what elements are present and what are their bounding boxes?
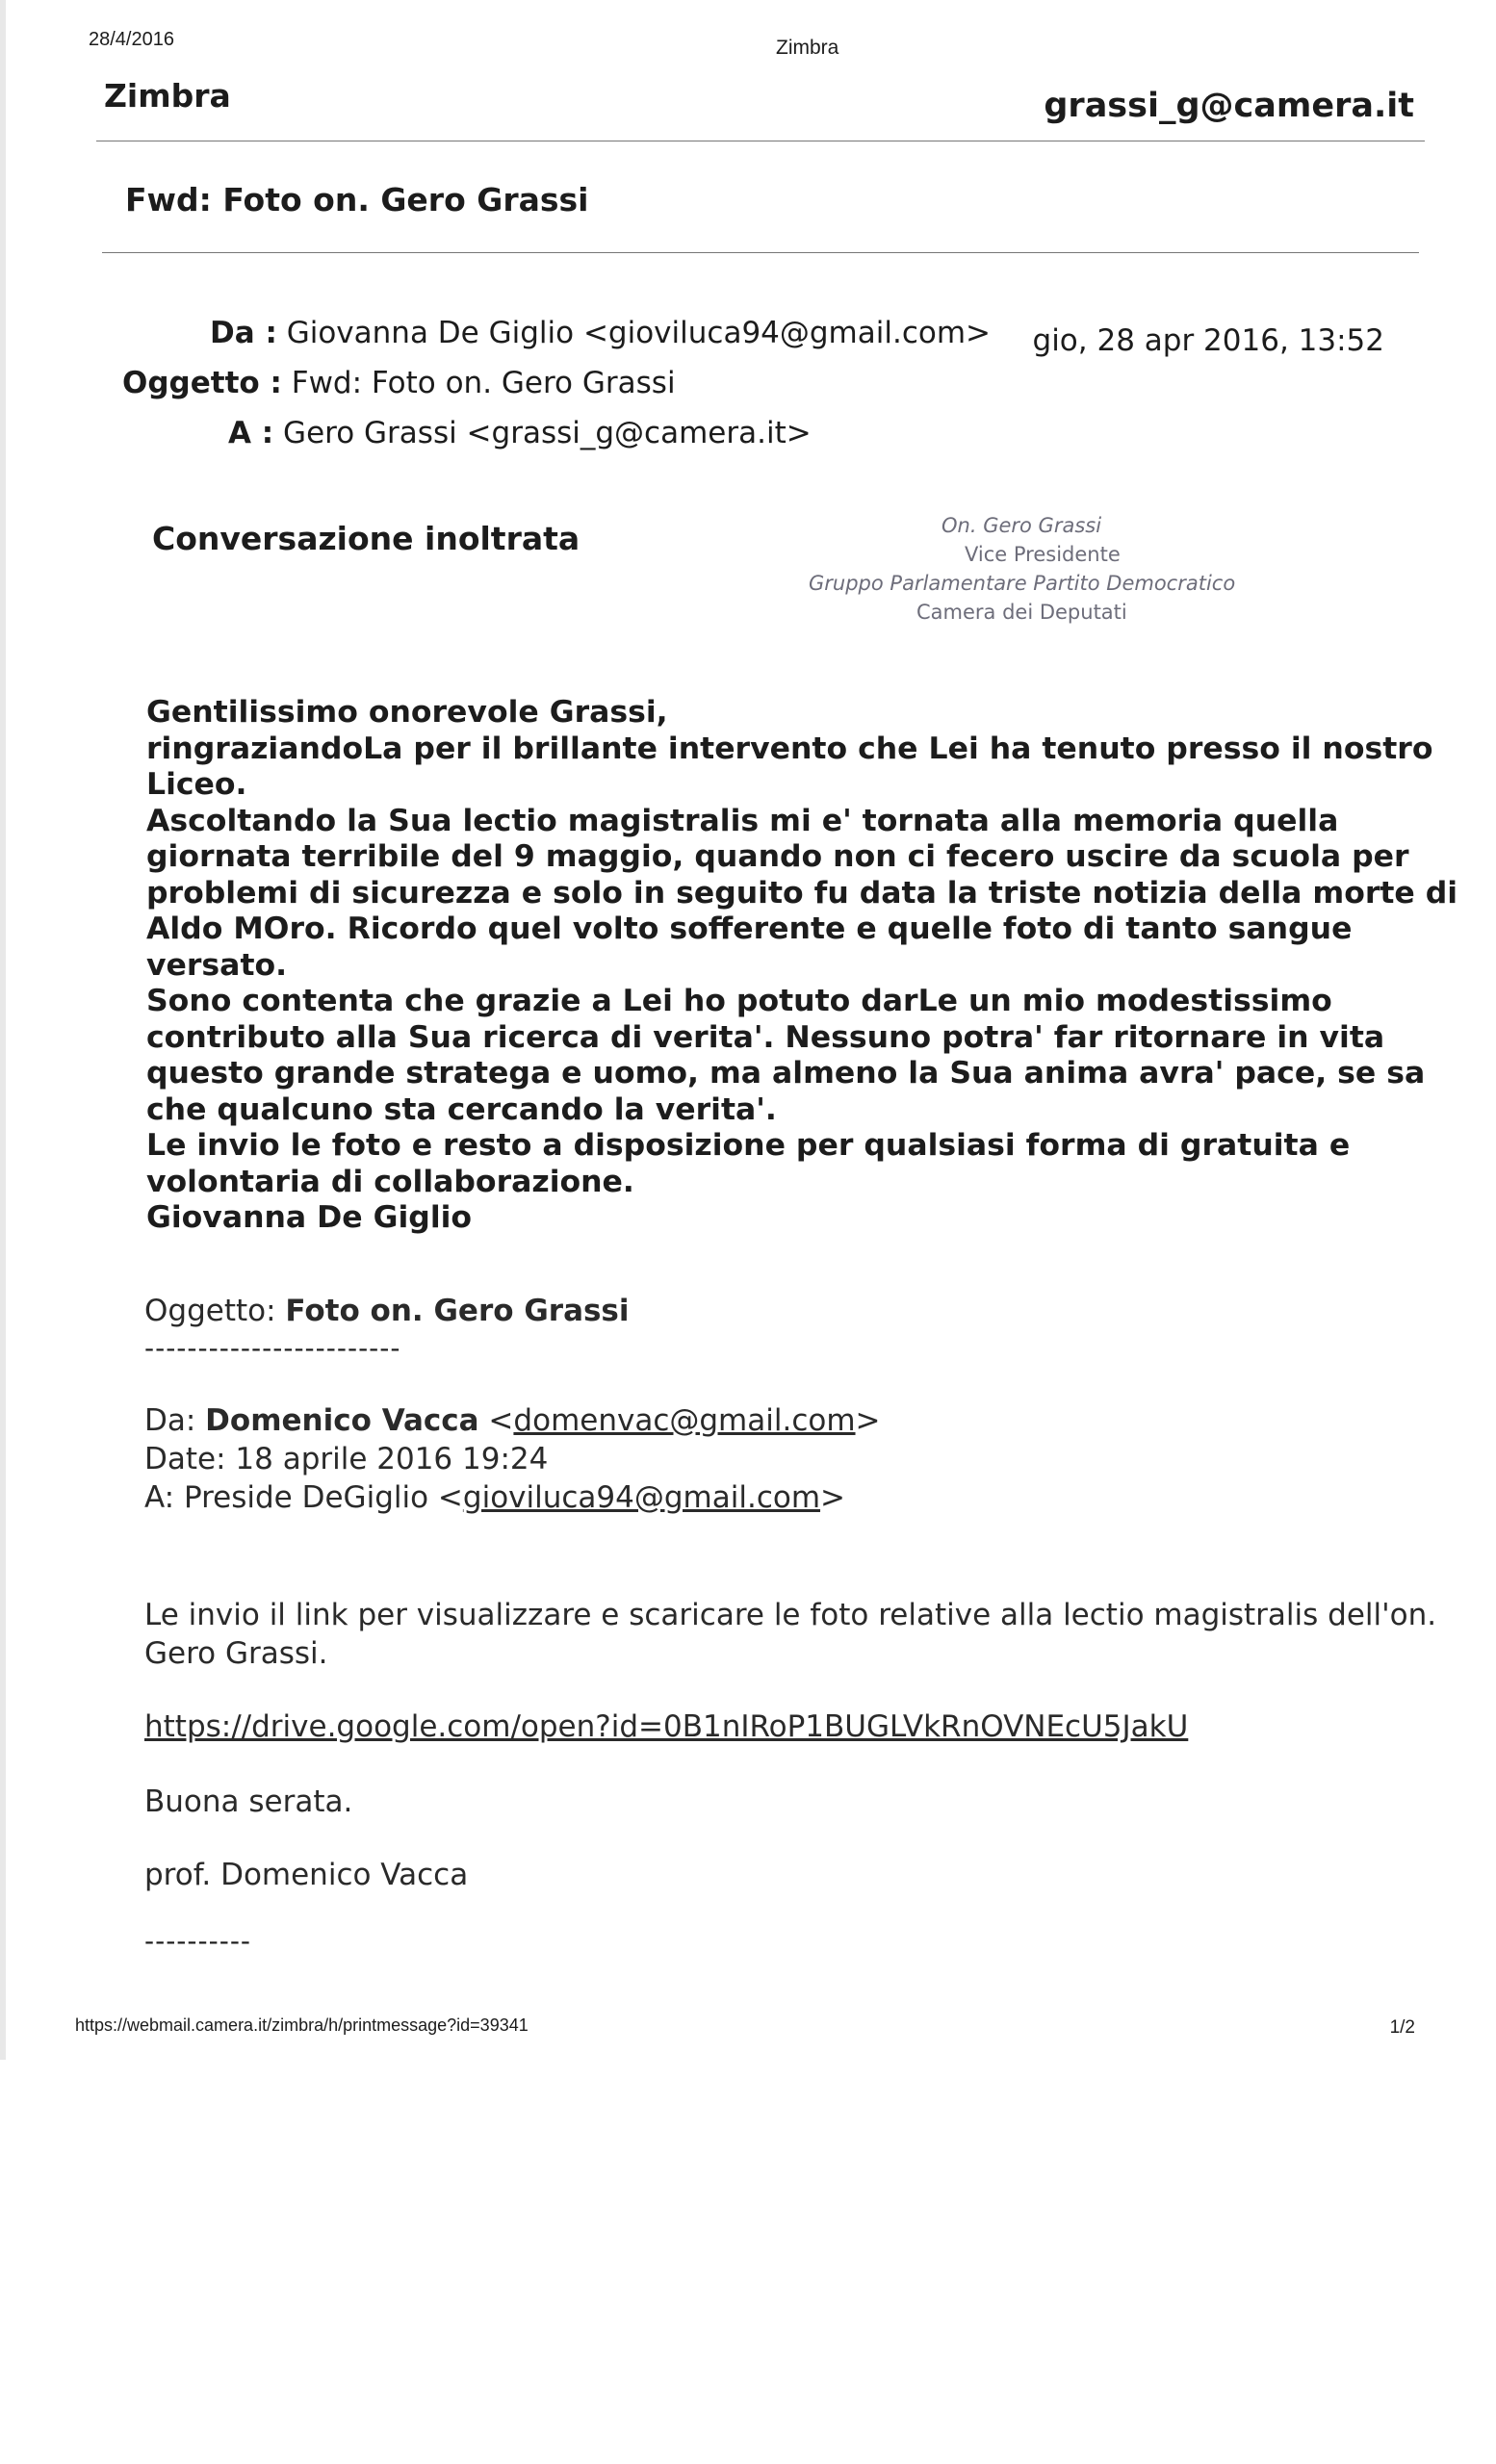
quoted-from-name: Domenico Vacca — [205, 1403, 479, 1438]
quoted-date: Date: 18 aprile 2016 19:24 — [144, 1442, 549, 1476]
stamp-line-group: Gruppo Parlamentare Partito Democratico — [809, 572, 1236, 595]
app-name: Zimbra — [104, 77, 231, 115]
body-line: volontaria di collaborazione. — [146, 1164, 634, 1199]
print-date: 28/4/2016 — [89, 29, 174, 50]
quoted-to: A: Preside DeGiglio <gioviluca94@gmail.com> — [144, 1480, 846, 1515]
to-row — [228, 416, 812, 450]
stamp-line-chamber: Camera dei Deputati — [916, 601, 1127, 624]
message-subject-title: Fwd: Foto on. Gero Grassi — [125, 181, 589, 218]
quoted-to-email-link[interactable]: gioviluca94@gmail.com — [462, 1480, 821, 1515]
body-line: Liceo. — [146, 767, 247, 802]
from-label: Da : — [210, 316, 277, 350]
to-label: A : — [228, 416, 274, 450]
account-email: grassi_g@camera.it — [1044, 87, 1414, 125]
quoted-text-line: Gero Grassi. — [144, 1636, 328, 1671]
body-line: versato. — [146, 947, 288, 983]
body-line: Aldo MOro. Ricordo quel volto sofferente e quelle foto di tanto sangue — [146, 911, 1353, 946]
body-line: giornata terribile del 9 maggio, quando non ci fecero uscire da scuola per — [146, 839, 1409, 874]
body-line: problemi di sicurezza e solo in seguito fu data la triste notizia della morte di — [146, 875, 1458, 911]
footer-url: https://webmail.camera.it/zimbra/h/printmessage?id=39341 — [75, 2015, 529, 2035]
subject-row — [122, 366, 676, 400]
body-line: Ascoltando la Sua lectio magistralis mi e' tornata alla memoria quella — [146, 803, 1339, 838]
message-body — [146, 695, 1458, 1237]
print-title: Zimbra — [776, 37, 839, 59]
quoted-from-email-link[interactable]: domenvac@gmail.com — [513, 1403, 856, 1438]
quoted-greeting: Buona serata. — [144, 1784, 353, 1819]
quoted-subject — [144, 1292, 630, 1330]
body-line: Giovanna De Giglio — [146, 1200, 473, 1235]
page-number: 1/2 — [1389, 2017, 1415, 2038]
message-date: gio, 28 apr 2016, 13:52 — [1032, 323, 1384, 358]
subject-label: Oggetto : — [122, 366, 282, 400]
quoted-text-line: Le invio il link per visualizzare e scaricare le foto relative alla lectio magistralis dell'on. — [144, 1598, 1437, 1632]
quoted-subject-value: Foto on. Gero Grassi — [285, 1294, 630, 1328]
forwarded-conversation-label: Conversazione inoltrata — [152, 520, 580, 557]
body-line: contributo alla Sua ricerca di verita'. Nessuno potra' far ritornare in vita — [146, 1019, 1385, 1055]
body-line: ringraziandoLa per il brillante intervento che Lei ha tenuto presso il nostro — [146, 731, 1433, 766]
quoted-to-prefix: A: Preside DeGiglio — [144, 1480, 429, 1515]
quoted-end-separator: ---------- — [144, 1925, 252, 1957]
body-line: questo grande stratega e uomo, ma almeno la Sua anima avra' pace, se sa — [146, 1056, 1426, 1091]
scan-edge — [0, 0, 6, 2060]
quoted-from-label: Da: — [144, 1403, 196, 1438]
stamp-line-name: On. Gero Grassi — [941, 514, 1102, 537]
quoted-signature: prof. Domenico Vacca — [144, 1858, 469, 1892]
quoted-subject-label: Oggetto: — [144, 1294, 276, 1328]
body-line: Gentilissimo onorevole Grassi, — [146, 695, 668, 730]
subject-divider — [102, 252, 1419, 253]
from-value: Giovanna De Giglio <gioviluca94@gmail.com> — [286, 316, 992, 350]
quoted-separator: ------------------------ — [144, 1332, 401, 1364]
body-line: che qualcuno sta cercando la verita'. — [146, 1091, 777, 1127]
from-row — [210, 316, 991, 350]
subject-value: Fwd: Foto on. Gero Grassi — [291, 366, 676, 400]
stamp-line-role: Vice Presidente — [965, 543, 1121, 566]
to-value: Gero Grassi <grassi_g@camera.it> — [283, 416, 812, 450]
body-line: Le invio le foto e resto a disposizione per qualsiasi forma di gratuita e — [146, 1128, 1351, 1163]
body-line: Sono contenta che grazie a Lei ho potuto darLe un mio modestissimo — [146, 984, 1332, 1018]
quoted-from: Da: Domenico Vacca <domenvac@gmail.com> — [144, 1403, 881, 1438]
drive-link[interactable]: https://drive.google.com/open?id=0B1nIRoP1BUGLVkRnOVNEcU5JakU — [144, 1709, 1189, 1744]
